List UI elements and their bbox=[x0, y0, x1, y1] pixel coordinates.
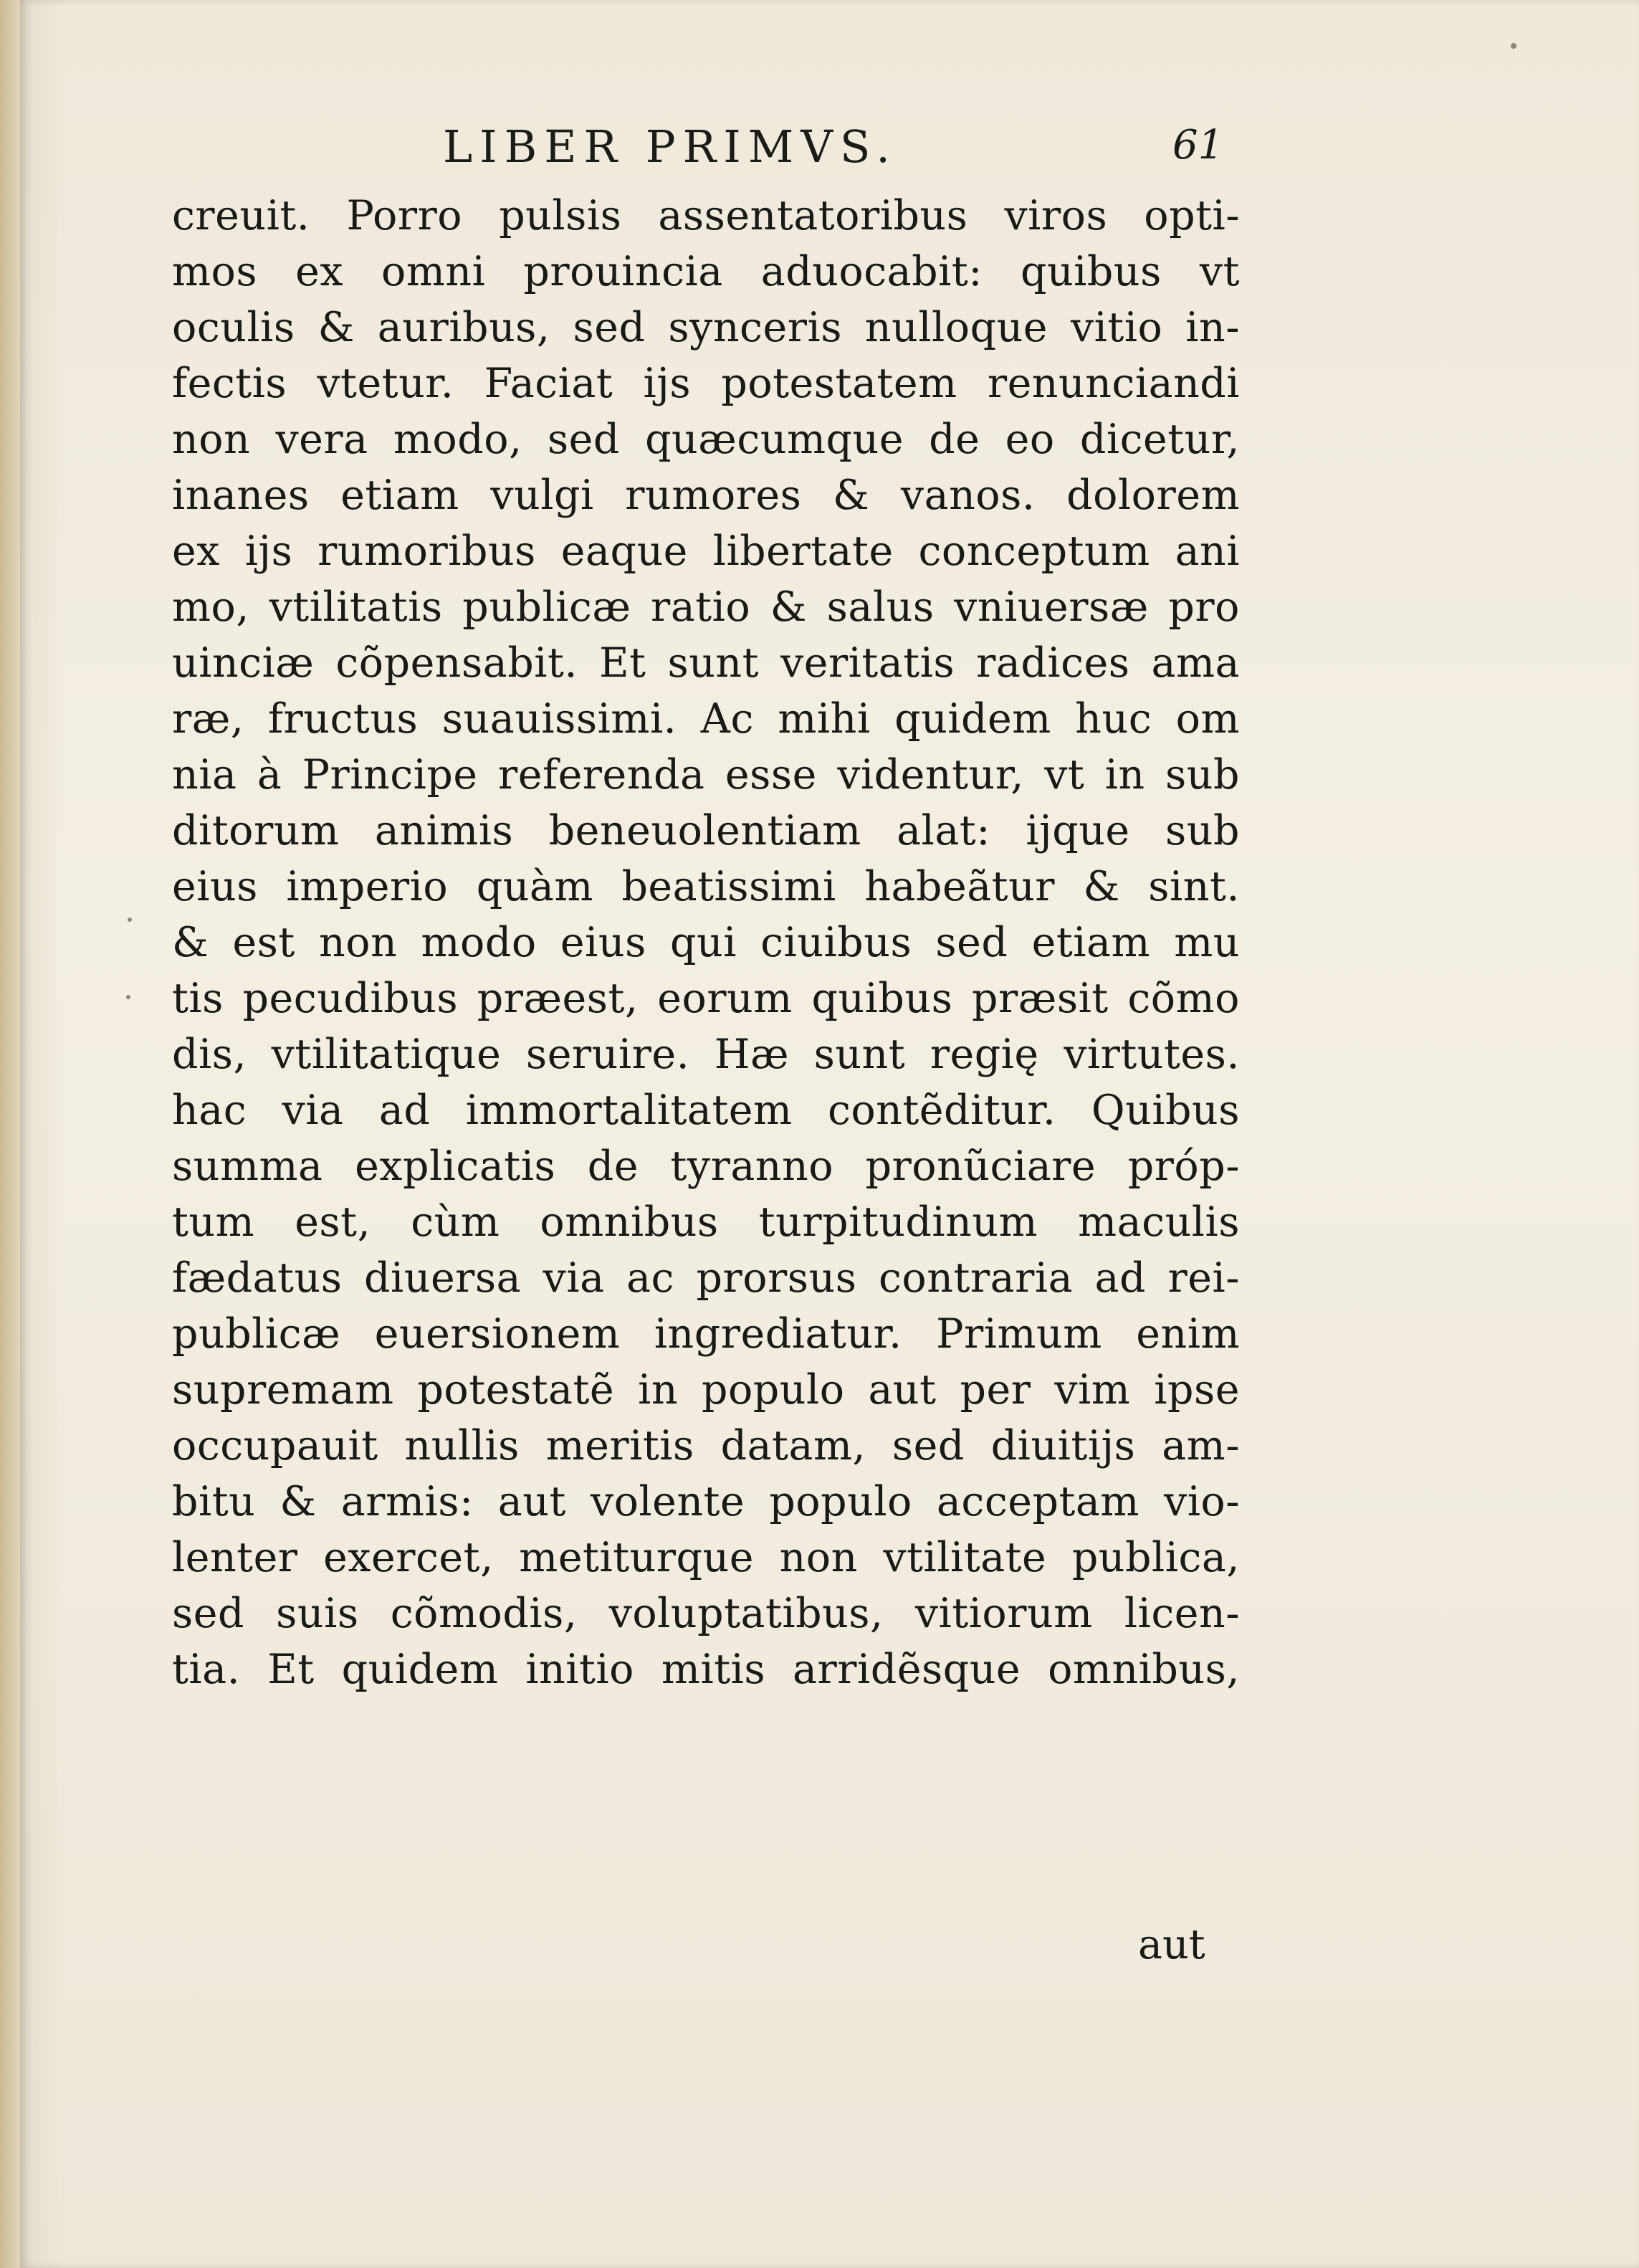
text-line: tum est, cùm omnibus turpitudinum maculis bbox=[172, 1199, 1240, 1246]
text-line: bitu & armis: aut volente populo acceptam vio- bbox=[172, 1478, 1240, 1525]
text-line: occupauit nullis meritis datam, sed diuitijs am- bbox=[172, 1422, 1240, 1469]
text-line: mo, vtilitatis publicæ ratio & salus vniuersæ pro bbox=[172, 583, 1240, 631]
text-line: tia. Et quidem initio mitis arridẽsque omnibus, bbox=[172, 1646, 1240, 1693]
text-line: ditorum animis beneuolentiam alat: ijque sub bbox=[172, 807, 1240, 854]
running-head: LIBER PRIMVS. bbox=[443, 120, 897, 173]
text-line: non vera modo, sed quæcumque de eo dicetur, bbox=[172, 416, 1240, 463]
text-line: hac via ad immortalitatem contẽditur. Quibus bbox=[172, 1087, 1240, 1134]
text-line: creuit. Porro pulsis assentatoribus viros opti- bbox=[172, 192, 1240, 239]
text-line: supremam potestatẽ in populo aut per vim ipse bbox=[172, 1366, 1240, 1414]
catchword: aut bbox=[1138, 1921, 1205, 1968]
text-line: tis pecudibus præest, eorum quibus præsit cõmo bbox=[172, 975, 1240, 1022]
text-line: fædatus diuersa via ac prorsus contraria ad rei- bbox=[172, 1254, 1240, 1302]
text-line: publicæ euersionem ingrediatur. Primum enim bbox=[172, 1310, 1240, 1358]
text-line: & est non modo eius qui ciuibus sed etiam mu bbox=[172, 919, 1240, 966]
text-line: fectis vtetur. Faciat ijs potestatem renunciandi bbox=[172, 360, 1240, 407]
text-line: mos ex omni prouincia aduocabit: quibus vt bbox=[172, 248, 1240, 295]
text-line: ræ, fructus suauissimi. Ac mihi quidem huc om bbox=[172, 695, 1240, 743]
book-page bbox=[20, 0, 1639, 2268]
text-line: nia à Principe referenda esse videntur, vt in sub bbox=[172, 751, 1240, 799]
text-line: summa explicatis de tyranno pronũciare próp- bbox=[172, 1143, 1240, 1190]
paper-speck bbox=[1511, 43, 1516, 49]
text-line: dis, vtilitatique seruire. Hæ sunt regię virtutes. bbox=[172, 1031, 1240, 1078]
paper-speck bbox=[126, 995, 130, 999]
text-block bbox=[172, 188, 1240, 1697]
paper-speck bbox=[128, 918, 132, 922]
text-line: sed suis cõmodis, voluptatibus, vitiorum licen- bbox=[172, 1590, 1240, 1637]
text-line: uinciæ cõpensabit. Et sunt veritatis radices ama bbox=[172, 639, 1240, 687]
text-line: oculis & auribus, sed synceris nulloque vitio in- bbox=[172, 304, 1240, 351]
text-line: inanes etiam vulgi rumores & vanos. dolorem bbox=[172, 472, 1240, 519]
page-gutter-edge bbox=[0, 0, 20, 2268]
page-number: 61 bbox=[1172, 122, 1224, 168]
text-line: ex ijs rumoribus eaque libertate conceptum ani bbox=[172, 528, 1240, 575]
text-line: lenter exercet, metiturque non vtilitate publica, bbox=[172, 1534, 1240, 1581]
text-line: eius imperio quàm beatissimi habeãtur & sint. bbox=[172, 863, 1240, 910]
